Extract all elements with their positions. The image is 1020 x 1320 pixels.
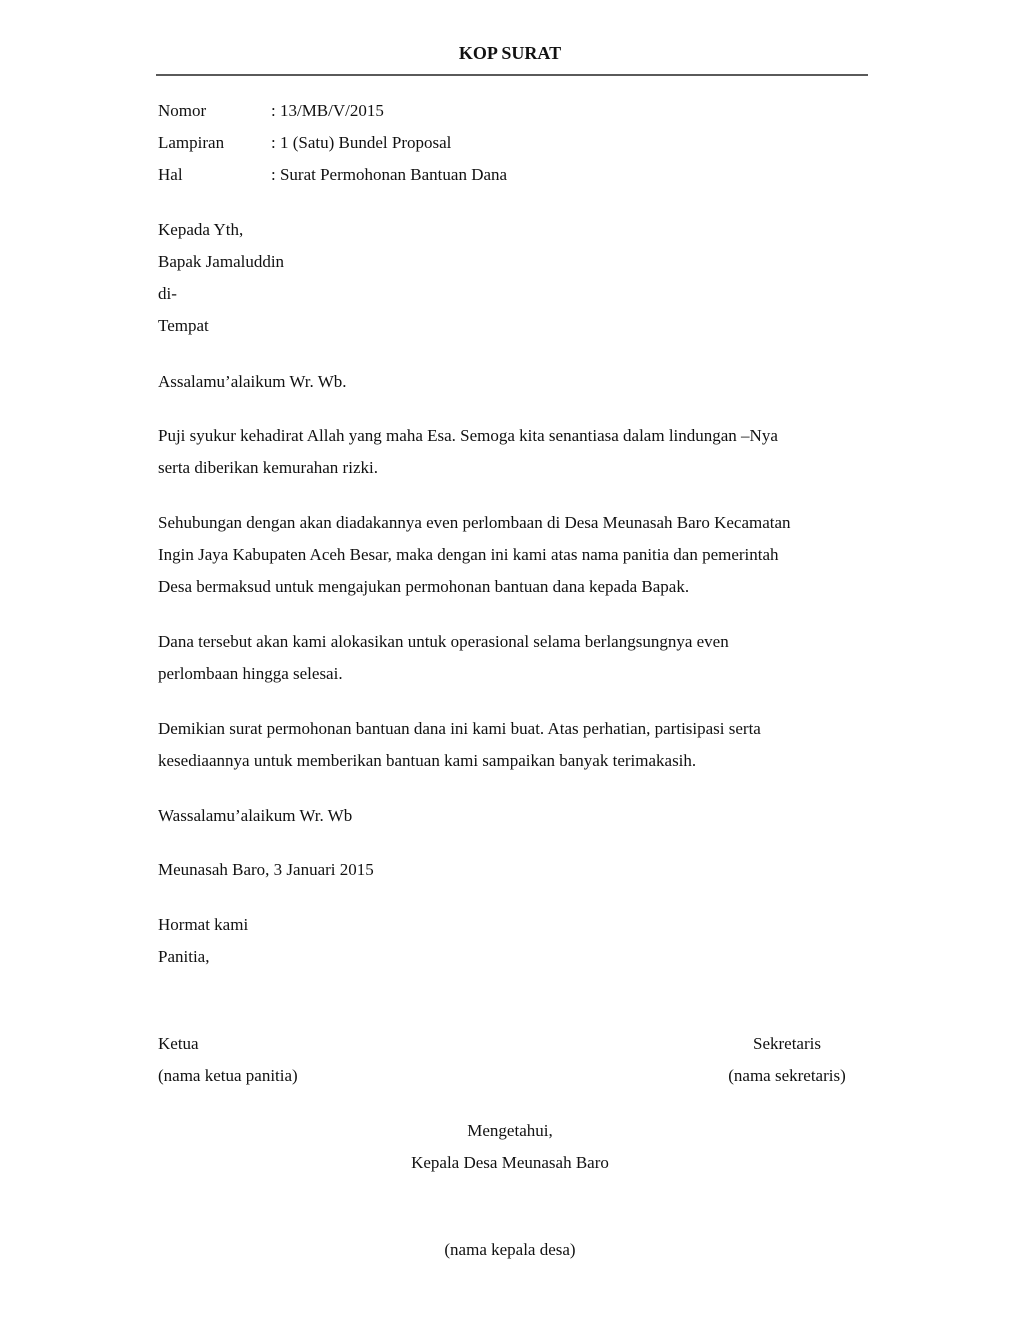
recipient-line: Kepada Yth, [158, 220, 244, 239]
signature-kepala-desa [0, 1115, 1020, 1179]
meta-row-nomor [158, 95, 858, 127]
recipient-line: Tempat [158, 316, 209, 335]
paragraph-line: serta diberikan kemurahan rizki. [158, 458, 378, 477]
paragraph-2 [158, 507, 858, 603]
recipient-line: di- [158, 284, 177, 303]
paragraph-line: Ingin Jaya Kabupaten Aceh Besar, maka dengan ini kami atas nama panitia dan pemerintah [158, 545, 779, 564]
signature-name: (nama ketua panitia) [158, 1066, 298, 1085]
hormat-line: Hormat kami [158, 915, 249, 934]
meta-row-lampiran [158, 127, 858, 159]
meta-label: Hal [158, 165, 183, 184]
recipient-line: Bapak Jamaluddin [158, 252, 285, 271]
signature-ketua [158, 1028, 298, 1092]
kepala-desa-name: (nama kepala desa) [444, 1240, 576, 1259]
kepala-desa-title: Kepala Desa Meunasah Baro [411, 1153, 609, 1172]
paragraph-3 [158, 626, 858, 690]
meta-value: : Surat Permohonan Bantuan Dana [271, 165, 508, 184]
place-date: Meunasah Baro, 3 Januari 2015 [158, 860, 374, 879]
meta-value: : 1 (Satu) Bundel Proposal [271, 133, 452, 152]
meta-label: Nomor [158, 101, 207, 120]
paragraph-1 [158, 420, 858, 484]
paragraph-line: Sehubungan dengan akan diadakannya even perlombaan di Desa Meunasah Baro Kecamatan [158, 513, 791, 532]
paragraph-line: Demikian surat permohonan bantuan dana ini kami buat. Atas perhatian, partisipasi serta [158, 719, 761, 738]
paragraph-line: Puji syukur kehadirat Allah yang maha Esa. Semoga kita senantiasa dalam lindungan –Nya [158, 426, 778, 445]
meta-value: : 13/MB/V/2015 [271, 101, 384, 120]
signature-name: (nama sekretaris) [728, 1066, 846, 1085]
meta-label: Lampiran [158, 133, 225, 152]
letterhead-divider [156, 74, 868, 76]
letterhead-title: KOP SURAT [458, 43, 562, 63]
signature-title: Sekretaris [753, 1034, 821, 1053]
panitia-line: Panitia, [158, 947, 210, 966]
signature-title: Ketua [158, 1034, 199, 1053]
sender-block [158, 909, 858, 973]
closing-greeting: Wassalamu’alaikum Wr. Wb [158, 806, 353, 825]
meta-row-hal [158, 159, 858, 191]
paragraph-4 [158, 713, 858, 777]
signature-sekretaris [720, 1028, 854, 1092]
recipient-block [158, 214, 858, 342]
paragraph-line: Dana tersebut akan kami alokasikan untuk operasional selama berlangsungnya even [158, 632, 729, 651]
paragraph-line: kesediaannya untuk memberikan bantuan kami sampaikan banyak terimakasih. [158, 751, 697, 770]
letter-meta [158, 95, 858, 191]
paragraph-line: Desa bermaksud untuk mengajukan permohonan bantuan dana kepada Bapak. [158, 577, 690, 596]
opening-greeting: Assalamu’alaikum Wr. Wb. [158, 372, 347, 391]
mengetahui-line: Mengetahui, [467, 1121, 553, 1140]
paragraph-line: perlombaan hingga selesai. [158, 664, 343, 683]
